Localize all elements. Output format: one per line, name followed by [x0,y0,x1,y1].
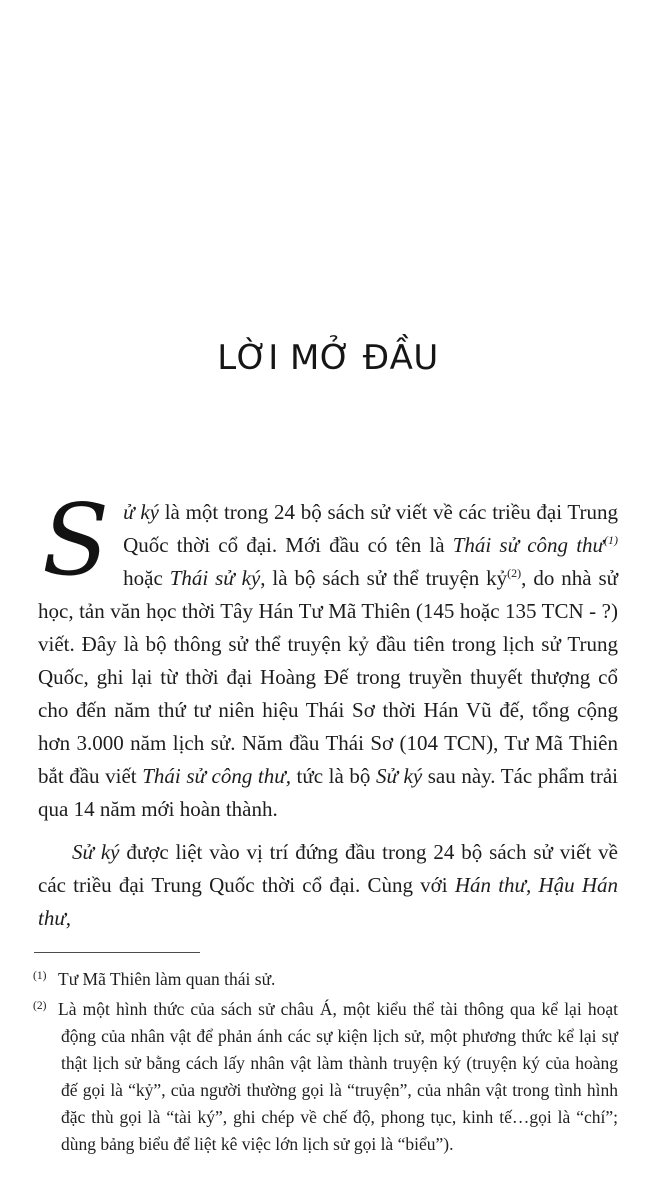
footnote-1-text: Tư Mã Thiên làm quan thái sử. [58,969,276,989]
drop-cap: S [42,484,110,598]
footnotes-section [33,963,618,1158]
footnote-1 [33,963,618,993]
body-text [38,484,619,935]
footnote-2 [33,993,618,1158]
footnote-2-text: Là một hình thức của sách sử châu Á, một kiểu thể tài thông qua kể lại hoạt động của nhân vật để phản ánh các sự kiện lịch sử, một phương thức kể lại sự thật lịch sử bằng cách lấy nhân vật làm thành truyện ký (truyện ký của hoàng đế gọi là “kỷ”, của người thường gọi là “truyện”, của nhân vật trong tình hình đặc thù gọi là “tài ký”, ghi chép về chế độ, phong tục, kinh tế…gọi là “chí”; dùng bảng biểu để liệt kê việc lớn lịch sử gọi là “biểu”). [58,999,618,1154]
paragraph-1 [38,484,619,826]
paragraph-2-text: Sử ký được liệt vào vị trí đứng đầu trong 24 bộ sách sử viết về các triều đại Trung Quốc thời cổ đại. Cùng với Hán thư, Hậu Hán thư, [38,840,618,930]
paragraph-1-text: ử ký là một trong 24 bộ sách sử viết về các triều đại Trung Quốc thời cổ đại. Mới đầu có tên là Thái sử công thư$^{(1)}$ hoặc Thái sử ký, là bộ sách sử thể truyện kỷ$^{(2)}$, do nhà sử học, tản văn học thời Tây Hán Tư Mã Thiên (145 hoặc 135 TCN - ?) viết. Đây là bộ thông sử thể truyện kỷ đầu tiên trong lịch sử Trung Quốc, ghi lại từ thời đại Hoàng Đế trong truyền thuyết thượng cổ cho đến năm thứ tư niên hiệu Thái Sơ thời Hán Vũ đế, tổng cộng hơn 3.000 năm lịch sử. Năm đầu Thái Sơ (104 TCN), Tư Mã Thiên bắt đầu viết Thái sử công thư, tức là bộ Sử ký sau này. Tác phẩm trải qua 14 năm mới hoàn thành. [38,500,619,821]
footnote-2-marker: (2) [33,1000,47,1012]
page-title: LỜI MỞ ĐẦU [217,338,439,378]
footnote-1-marker: (1) [33,970,47,982]
paragraph-2 [38,836,618,935]
footnote-divider [34,952,200,953]
